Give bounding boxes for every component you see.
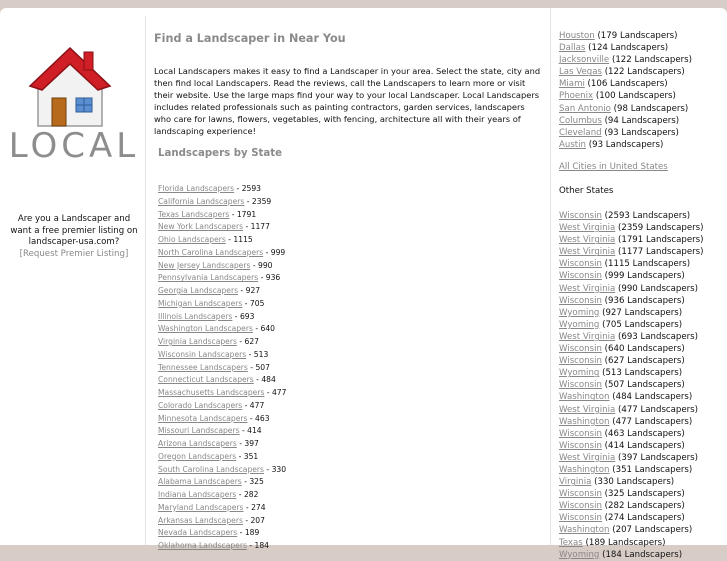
- listing-count: (184 Landscapers): [599, 549, 683, 560]
- other-state-item: [559, 283, 703, 295]
- state-list-item: [158, 438, 286, 451]
- state-list: [158, 183, 286, 553]
- state-list-item: [158, 540, 286, 553]
- other-state-item: [559, 464, 703, 476]
- city-list-item: [559, 78, 692, 90]
- request-premier-listing-link[interactable]: [Request Premier Listing]: [19, 248, 129, 259]
- other-state-link[interactable]: West Virginia: [559, 331, 616, 342]
- listing-count: - 484: [253, 375, 276, 385]
- other-states-heading: Other States: [559, 186, 614, 196]
- other-state-item: [559, 476, 703, 488]
- city-list-item: [559, 42, 692, 54]
- city-link[interactable]: San Antonio: [559, 103, 611, 114]
- other-state-item: [559, 307, 703, 319]
- state-list-item: [158, 400, 286, 413]
- other-state-item: [559, 416, 703, 428]
- listing-count: (1115 Landscapers): [601, 259, 691, 270]
- listing-count: (122 Landscapers): [601, 67, 685, 78]
- other-state-item: [559, 319, 703, 331]
- other-state-item: [559, 524, 703, 536]
- state-link[interactable]: North Carolina Landscapers: [158, 247, 264, 257]
- state-link[interactable]: Pennsylvania Landscapers: [158, 273, 259, 283]
- listing-count: (627 Landscapers): [601, 356, 685, 367]
- page-title: Find a Landscaper in Near You: [154, 32, 346, 45]
- state-list-item: [158, 387, 286, 400]
- city-list-item: [559, 90, 692, 102]
- listing-count: - 330: [264, 464, 287, 474]
- other-state-item: [559, 428, 703, 440]
- listing-count: (1177 Landscapers): [615, 247, 704, 258]
- listing-count: (513 Landscapers): [599, 368, 683, 379]
- state-list-item: [158, 374, 286, 387]
- state-list-item: [158, 196, 286, 209]
- listing-count: (927 Landscapers): [599, 307, 683, 318]
- other-state-item: [559, 500, 703, 512]
- state-list-item: [158, 221, 286, 234]
- listing-count: (999 Landscapers): [601, 271, 685, 282]
- listing-count: (189 Landscapers): [582, 537, 666, 548]
- listing-count: (477 Landscapers): [609, 416, 693, 427]
- state-list-item: [158, 515, 286, 528]
- listing-count: - 463: [247, 413, 270, 423]
- listing-count: - 477: [242, 400, 265, 410]
- listing-count: - 397: [236, 439, 259, 448]
- state-list-item: [158, 272, 286, 285]
- state-link[interactable]: Arkansas Landscapers: [158, 515, 243, 525]
- city-list-item: [559, 115, 692, 127]
- other-state-link[interactable]: Wisconsin: [559, 501, 602, 512]
- listing-count: - 351: [236, 451, 259, 461]
- state-list-item: [158, 298, 286, 311]
- listing-count: - 207: [242, 515, 265, 525]
- other-state-item: [559, 295, 703, 307]
- state-link[interactable]: Ohio Landscapers: [158, 235, 226, 244]
- other-states-list: [559, 210, 703, 561]
- city-list-item: [559, 66, 692, 78]
- state-list-item: [158, 489, 286, 502]
- listing-count: (2593 Landscapers): [601, 211, 691, 221]
- other-state-item: [559, 512, 703, 524]
- state-link[interactable]: Arizona Landscapers: [158, 439, 237, 448]
- state-list-item: [158, 527, 286, 540]
- listing-count: (179 Landscapers): [594, 31, 678, 41]
- city-link[interactable]: Austin: [559, 139, 587, 150]
- other-state-item: [559, 549, 703, 561]
- listing-count: - 2359: [244, 196, 272, 206]
- state-list-item: [158, 362, 286, 375]
- right-sidebar: [550, 8, 727, 560]
- listing-count: - 705: [242, 298, 265, 308]
- listing-count: (640 Landscapers): [601, 344, 685, 355]
- other-state-item: [559, 488, 703, 500]
- listing-count: (94 Landscapers): [601, 115, 680, 126]
- state-link[interactable]: Maryland Landscapers: [158, 502, 244, 512]
- other-state-link[interactable]: Wisconsin: [559, 489, 602, 500]
- state-link[interactable]: South Carolina Landscapers: [158, 464, 265, 474]
- other-state-link[interactable]: Wyoming: [559, 549, 600, 560]
- listing-count: (93 Landscapers): [586, 139, 664, 150]
- listing-count: (2359 Landscapers): [615, 223, 704, 234]
- other-state-link[interactable]: Wisconsin: [559, 211, 602, 221]
- city-link[interactable]: Jacksonville: [559, 55, 610, 66]
- listing-count: (325 Landscapers): [601, 489, 685, 500]
- left-column: [0, 16, 146, 545]
- listing-count: - 1115: [225, 235, 253, 244]
- state-link[interactable]: Michigan Landscapers: [158, 298, 243, 308]
- page: [0, 8, 727, 560]
- listing-count: - 936: [258, 273, 281, 283]
- listing-count: (507 Landscapers): [601, 380, 685, 391]
- city-link[interactable]: Houston: [559, 31, 595, 41]
- other-state-link[interactable]: Wisconsin: [559, 440, 602, 451]
- other-state-link[interactable]: Washington: [559, 464, 610, 475]
- other-state-link[interactable]: Wisconsin: [559, 513, 602, 524]
- city-list-item: [559, 103, 692, 115]
- state-link[interactable]: Virginia Landscapers: [158, 337, 237, 346]
- state-link[interactable]: Georgia Landscapers: [158, 286, 239, 295]
- other-state-link[interactable]: Wyoming: [559, 368, 600, 379]
- listing-count: (463 Landscapers): [601, 428, 685, 439]
- other-state-link[interactable]: Texas: [559, 537, 583, 548]
- state-list-item: [158, 425, 286, 438]
- listing-count: (124 Landscapers): [585, 43, 669, 54]
- state-link[interactable]: Oregon Landscapers: [158, 451, 237, 461]
- listing-count: (98 Landscapers): [610, 103, 689, 114]
- other-state-item: [559, 222, 703, 234]
- other-state-link[interactable]: Wisconsin: [559, 428, 602, 439]
- listing-count: - 640: [252, 324, 275, 334]
- other-state-link[interactable]: Washington: [559, 525, 610, 536]
- listing-count: (282 Landscapers): [601, 501, 685, 512]
- state-link[interactable]: Illinois Landscapers: [158, 311, 233, 321]
- city-list-item: [559, 30, 692, 42]
- state-list-item: [158, 311, 286, 324]
- listing-count: - 274: [243, 502, 266, 512]
- intro-paragraph: Local Landscapers makes it easy to find a Landscaper in your area. Select the state, city and then find local Landscapers. Read the reviews, call the Landscapers to learn more or visit their website. Use the large maps find your way to your local Landscaper. Local Landscapers includes related professionals such as painting contractors, garden services, landscapers who care for lawns, flowers, vegetables, with fencing, architecture all with their years of landscaping experience!: [154, 66, 541, 136]
- other-state-link[interactable]: Wisconsin: [559, 344, 602, 355]
- state-link[interactable]: Washington Landscapers: [158, 324, 253, 334]
- listing-count: - 2593: [234, 184, 262, 193]
- promo-text: Are you a Landscaper and want a free premier listing on landscaper-usa.com?: [10, 214, 138, 248]
- state-link[interactable]: Wisconsin Landscapers: [158, 349, 247, 359]
- listing-count: (477 Landscapers): [615, 404, 699, 415]
- other-state-link[interactable]: West Virginia: [559, 223, 616, 234]
- main-content: [146, 8, 550, 550]
- state-list-item: [158, 234, 286, 247]
- listing-count: - 1791: [229, 209, 257, 219]
- other-state-item: [559, 537, 703, 549]
- city-link[interactable]: Miami: [559, 79, 585, 90]
- state-list-item: [158, 464, 286, 477]
- other-state-item: [559, 258, 703, 270]
- listing-count: - 414: [239, 426, 262, 436]
- other-state-link[interactable]: Wisconsin: [559, 295, 602, 306]
- city-list-item: [559, 54, 692, 66]
- other-state-item: [559, 440, 703, 452]
- listing-count: (351 Landscapers): [609, 464, 693, 475]
- listing-count: (1791 Landscapers): [615, 235, 704, 246]
- state-list-item: [158, 413, 286, 426]
- listing-count: (414 Landscapers): [601, 440, 685, 451]
- other-state-link[interactable]: West Virginia: [559, 247, 616, 258]
- state-link[interactable]: Nevada Landscapers: [158, 528, 238, 538]
- state-link[interactable]: Oklahoma Landscapers: [158, 541, 247, 550]
- listing-count: - 282: [236, 490, 259, 499]
- other-state-link[interactable]: Washington: [559, 392, 610, 403]
- state-link[interactable]: New York Landscapers: [158, 222, 244, 232]
- listing-count: (122 Landscapers): [609, 55, 692, 66]
- state-list-item: [158, 260, 286, 273]
- listing-count: (93 Landscapers): [601, 127, 679, 138]
- listing-count: - 477: [264, 388, 287, 397]
- listing-count: - 189: [237, 528, 260, 538]
- state-link[interactable]: Florida Landscapers: [158, 184, 235, 193]
- other-state-item: [559, 355, 703, 367]
- other-state-item: [559, 367, 703, 379]
- states-heading: Landscapers by State: [158, 148, 283, 159]
- other-state-link[interactable]: Wyoming: [559, 319, 600, 330]
- other-state-link[interactable]: West Virginia: [559, 235, 616, 246]
- other-state-item: [559, 234, 703, 246]
- listing-count: - 999: [263, 247, 286, 257]
- listing-count: (207 Landscapers): [609, 525, 693, 536]
- other-state-item: [559, 391, 703, 403]
- other-state-link[interactable]: Wisconsin: [559, 259, 602, 270]
- other-state-link[interactable]: Wisconsin: [559, 271, 602, 282]
- listing-count: - 1177: [243, 222, 270, 232]
- city-list-item: [559, 127, 692, 139]
- other-state-link[interactable]: West Virginia: [559, 404, 616, 415]
- other-state-link[interactable]: Wisconsin: [559, 380, 602, 391]
- state-link[interactable]: Alabama Landscapers: [158, 477, 242, 487]
- other-state-item: [559, 404, 703, 416]
- listing-count: (990 Landscapers): [615, 283, 699, 294]
- listing-count: - 184: [246, 541, 269, 550]
- other-state-item: [559, 343, 703, 355]
- listing-count: (693 Landscapers): [615, 331, 699, 342]
- state-list-item: [158, 451, 286, 464]
- listing-count: (330 Landscapers): [591, 477, 675, 488]
- state-link[interactable]: Missouri Landscapers: [158, 426, 240, 436]
- state-list-item: [158, 336, 286, 349]
- state-link[interactable]: Indiana Landscapers: [158, 490, 237, 499]
- state-list-item: [158, 285, 286, 298]
- listing-count: (274 Landscapers): [601, 513, 685, 524]
- city-list: [559, 30, 692, 151]
- state-link[interactable]: Massachusetts Landscapers: [158, 388, 265, 397]
- state-link[interactable]: Minnesota Landscapers: [158, 413, 248, 423]
- other-state-link[interactable]: Virginia: [559, 477, 592, 488]
- city-link[interactable]: Phoenix: [559, 91, 594, 102]
- other-state-item: [559, 210, 703, 222]
- listing-count: - 693: [232, 311, 255, 321]
- listing-count: (106 Landscapers): [584, 79, 668, 90]
- state-list-item: [158, 476, 286, 489]
- state-link[interactable]: Colorado Landscapers: [158, 400, 243, 410]
- listing-count: - 990: [250, 260, 273, 270]
- state-list-item: [158, 209, 286, 222]
- city-list-item: [559, 139, 692, 151]
- premier-listing-promo: [6, 214, 142, 260]
- other-state-item: [559, 331, 703, 343]
- listing-count: (100 Landscapers): [593, 91, 676, 102]
- listing-count: - 513: [246, 349, 269, 359]
- other-state-link[interactable]: Wisconsin: [559, 356, 602, 367]
- state-link[interactable]: Texas Landscapers: [158, 209, 230, 219]
- house-logo-icon[interactable]: [28, 42, 112, 130]
- state-list-item: [158, 323, 286, 336]
- logo-wordmark[interactable]: LOCAL: [8, 126, 140, 166]
- listing-count: - 927: [238, 286, 261, 295]
- city-link[interactable]: Las Vegas: [559, 67, 602, 78]
- other-state-item: [559, 270, 703, 282]
- listing-count: - 325: [241, 477, 264, 487]
- listing-count: - 507: [247, 362, 270, 372]
- state-list-item: [158, 183, 286, 196]
- state-link[interactable]: Tennessee Landscapers: [158, 362, 248, 372]
- other-state-item: [559, 246, 703, 258]
- listing-count: (705 Landscapers): [599, 319, 683, 330]
- city-link[interactable]: Cleveland: [559, 127, 602, 138]
- listing-count: (397 Landscapers): [615, 452, 699, 463]
- state-list-item: [158, 247, 286, 260]
- listing-count: - 627: [236, 337, 259, 346]
- state-link[interactable]: Connecticut Landscapers: [158, 375, 254, 385]
- other-state-link[interactable]: West Virginia: [559, 452, 616, 463]
- state-list-item: [158, 349, 286, 362]
- state-list-item: [158, 502, 286, 515]
- all-cities-link[interactable]: All Cities in United States: [559, 162, 668, 172]
- other-state-link[interactable]: Wyoming: [559, 307, 600, 318]
- city-link[interactable]: Dallas: [559, 43, 586, 54]
- other-state-link[interactable]: Washington: [559, 416, 610, 427]
- state-link[interactable]: California Landscapers: [158, 196, 245, 206]
- listing-count: (936 Landscapers): [601, 295, 685, 306]
- other-state-item: [559, 452, 703, 464]
- other-state-item: [559, 379, 703, 391]
- listing-count: (484 Landscapers): [609, 392, 693, 403]
- city-link[interactable]: Columbus: [559, 115, 602, 126]
- state-link[interactable]: New Jersey Landscapers: [158, 260, 251, 270]
- other-state-link[interactable]: West Virginia: [559, 283, 616, 294]
